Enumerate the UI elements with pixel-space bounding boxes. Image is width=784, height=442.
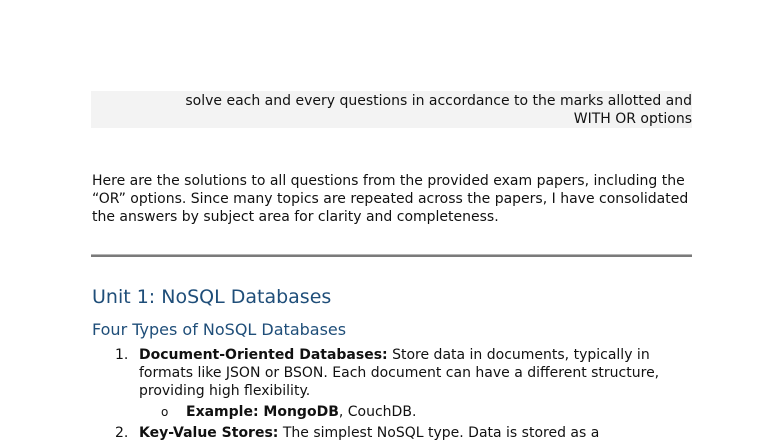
list-item-title: Document-Oriented Databases: [139,347,388,363]
list-item-title: Key-Value Stores: [139,425,279,441]
user-prompt-box [91,91,692,128]
list-item [92,346,692,400]
list-item-text: Store data in documents, typically in formats like JSON or BSON. Each document can have a different structure, providing high flexibility. [139,347,660,399]
section-heading: Four Types of NoSQL Databases [92,320,347,339]
intro-paragraph: Here are the solutions to all questions from the provided exam papers, including the “OR” options. Since many topics are repeated across the papers, I have consolidated the answers by subject area for clarity and completeness. [92,173,689,225]
sub-list-item [92,403,692,421]
sub-item-text: , CouchDB. [338,404,417,420]
horizontal-divider [91,254,692,257]
prompt-line-2: WITH OR options [573,111,692,127]
list-item [92,424,692,442]
nosql-types-list [92,346,692,442]
list-item-text: The simplest NoSQL type. Data is stored as a [278,425,600,441]
prompt-line-1: solve each and every questions in accordance to the marks allotted and [185,93,692,109]
sub-item-label: Example: MongoDB [186,404,339,420]
list-item-number: 1. [115,347,129,363]
unit-heading: Unit 1: NoSQL Databases [92,286,332,308]
list-item-number: 2. [115,425,129,441]
sub-bullet: o [161,405,169,419]
